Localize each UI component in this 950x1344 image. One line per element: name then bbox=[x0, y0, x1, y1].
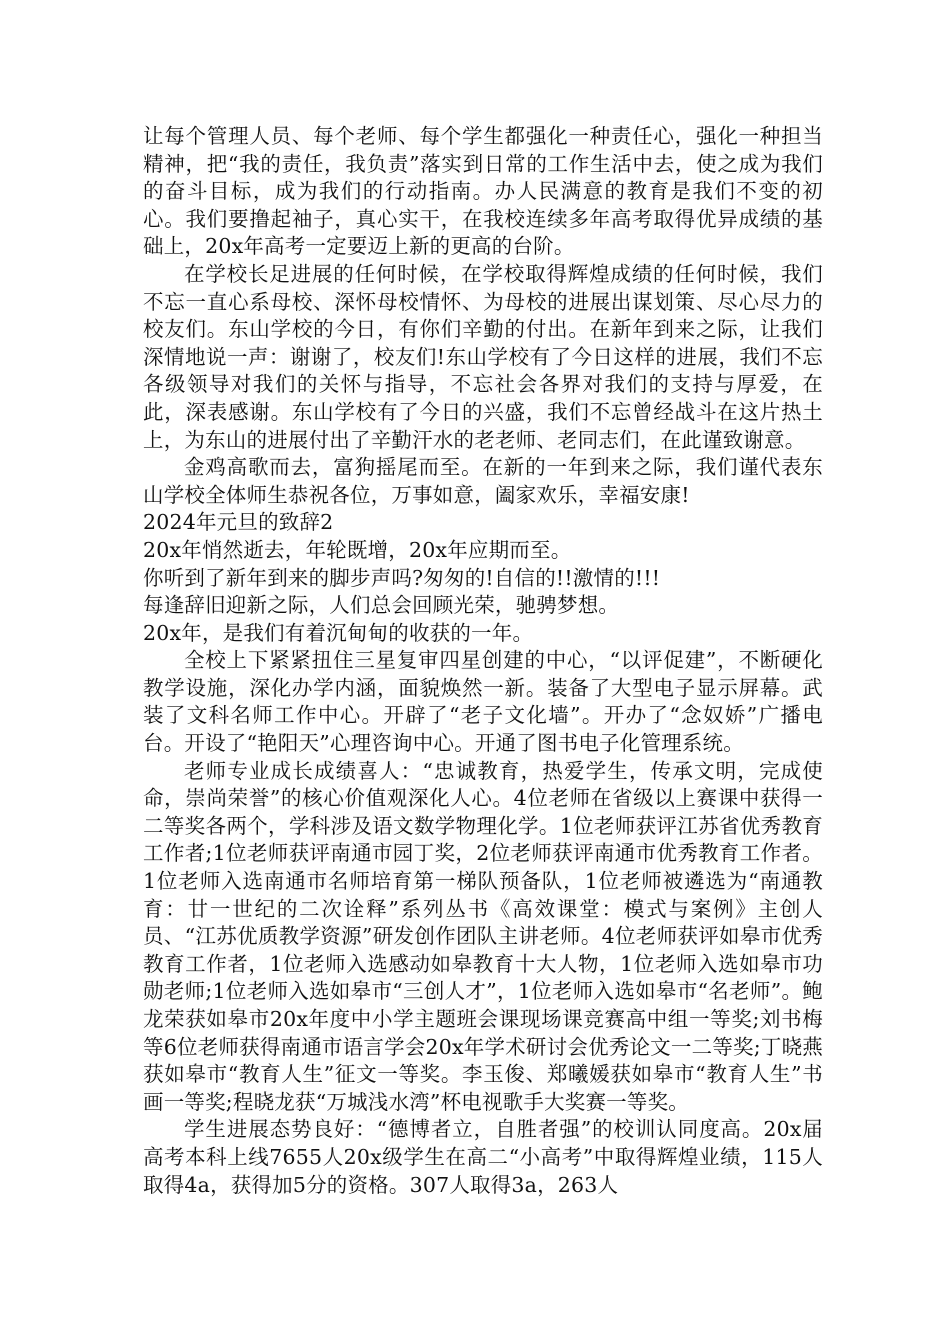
paragraph-footsteps: 你听到了新年到来的脚步声吗?匆匆的!自信的!!激情的!!! bbox=[143, 565, 661, 590]
paragraph-facilities: 全校上下紧紧扭住三星复审四星创建的中心，“以评促建”，不断硬化教学设施，深化办学内涵，面貌焕然一新。装备了大型电子显示屏幕。武装了文科名师工作中心。开辟了“老子文化墙”。开办了“念奴娇”广播电台。开设了“艳阳天”心理咨询中心。开通了图书电子化管理系统。 bbox=[143, 648, 823, 756]
paragraph-student-progress: 学生进展态势良好：“德博者立，自胜者强”的校训认同度高。20x届高考本科上线7655人20x级学生在高二“小高考”中取得辉煌业绩，115人取得4a，获得加5分的资格。307人取得3a，263人 bbox=[143, 1117, 823, 1197]
paragraph-alumni-thanks: 在学校长足进展的任何时候，在学校取得辉煌成绩的任何时候，我们不忘一直心系母校、深怀母校情怀、为母校的进展出谋划策、尽心尽力的校友们。东山学校的今日，有你们辛勤的付出。在新年到来之际，让我们深情地说一声：谢谢了，校友们!东山学校有了今日这样的进展，我们不忘各级领导对我们的关怀与指导，不忘社会各界对我们的支持与厚爱，在此，深表感谢。东山学校有了今日的兴盛，我们不忘曾经战斗在这片热土上，为东山的进展付出了辛勤汗水的老老师、老同志们，在此谨致谢意。 bbox=[143, 261, 823, 452]
document-page bbox=[143, 123, 823, 1199]
paragraph-responsibility: 让每个管理人员、每个老师、每个学生都强化一种责任心，强化一种担当精神，把“我的责任，我负责”落实到日常的工作生活中去，使之成为我们的奋斗目标，成为我们的行动指南。办人民满意的教育是我们不变的初心。我们要撸起袖子，真心实干，在我校连续多年高考取得优异成绩的基础上，20x年高考一定要迈上新的更高的台阶。 bbox=[143, 124, 823, 259]
paragraph-harvest-year: 20x年，是我们有着沉甸甸的收获的一年。 bbox=[143, 620, 534, 645]
paragraph-year-passed: 20x年悄然逝去，年轮既增，20x年应期而至。 bbox=[143, 537, 572, 562]
paragraph-teacher-growth: 老师专业成长成绩喜人：“忠诚教育，热爱学生，传承文明，完成使命，崇尚荣誉”的核心价值观深化人心。4位老师在省级以上赛课中获得一二等奖各两个，学科涉及语文数学物理化学。1位老师获评江苏省优秀教育工作者;1位老师获评南通市园丁奖，2位老师获评南通市优秀教育工作者。1位老师入选南通市名师培育第一梯队预备队，1位老师被遴选为“南通教育：廿一世纪的二次诠释”系列丛书《高效课堂：模式与案例》主创人员、“江苏优质教学资源”研发创作团队主讲老师。4位老师获评如皋市优秀教育工作者，1位老师入选感动如皋教育十大人物，1位老师入选如皋市功勋老师;1位老师入选如皋市“三创人才”，1位老师入选如皋市“名老师”。鲍龙荣获如皋市20x年度中小学主题班会课现场课竞赛高中组一等奖;刘书梅等6位老师获得南通市语言学会20x年学术研讨会优秀论文一二等奖;丁晓燕获如皋市“教育人生”征文一等奖。李玉俊、郑曦媛获如皋市“教育人生”书画一等奖;程晓龙获“万城浅水湾”杯电视歌手大奖赛一等奖。 bbox=[143, 758, 823, 1114]
paragraph-review: 每逢辞旧迎新之际，人们总会回顾光荣，驰骋梦想。 bbox=[143, 593, 620, 618]
section-heading: 2024年元旦的致辞2 bbox=[143, 510, 334, 535]
paragraph-new-year-wishes: 金鸡高歌而去，富狗摇尾而至。在新的一年到来之际，我们谨代表东山学校全体师生恭祝各位，万事如意，阖家欢乐，幸福安康! bbox=[143, 455, 823, 507]
